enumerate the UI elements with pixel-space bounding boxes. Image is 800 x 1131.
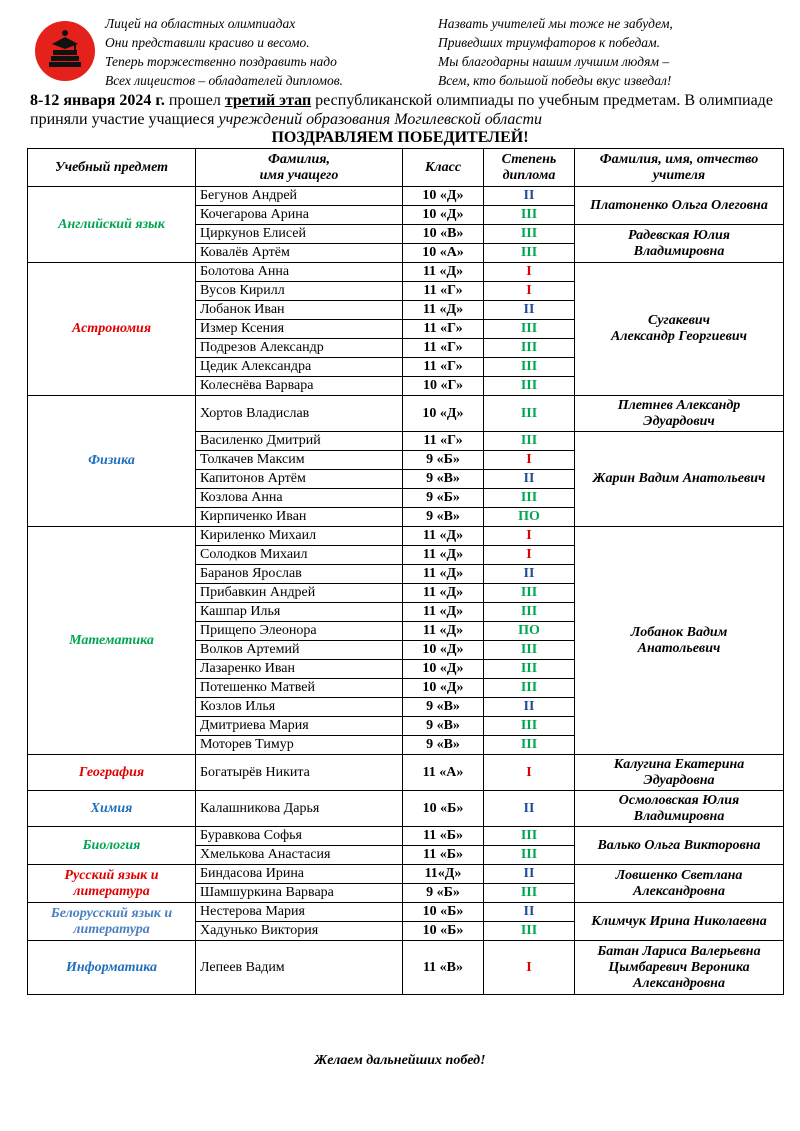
degree-badge: I	[484, 546, 575, 565]
subject-cell	[28, 865, 196, 903]
teacher-name-line: Калугина Екатерина	[613, 756, 745, 772]
degree-badge: I	[484, 941, 575, 995]
student-name: Шамшуркина Варвара	[196, 884, 403, 903]
student-class: 10 «Д»	[403, 641, 484, 660]
table-row	[28, 827, 784, 846]
degree-badge: III	[484, 432, 575, 451]
subject-cell	[28, 903, 196, 941]
degree-badge: III	[484, 584, 575, 603]
student-class: 9 «В»	[403, 736, 484, 755]
student-class: 10 «Б»	[403, 903, 484, 922]
degree-badge: I	[484, 527, 575, 546]
degree-badge: III	[484, 846, 575, 865]
teacher-name-line: Осмоловская Юлия	[618, 792, 740, 808]
degree-badge: III	[484, 736, 575, 755]
degree-badge: III	[484, 377, 575, 396]
student-class: 10 «Д»	[403, 396, 484, 432]
subject-name-line: литература	[73, 883, 150, 899]
degree-badge: III	[484, 489, 575, 508]
student-name: Бегунов Андрей	[196, 187, 403, 206]
student-class: 9 «В»	[403, 698, 484, 717]
teacher-name-line: Ловшенко Светлана	[615, 867, 743, 883]
degree-badge: II	[484, 791, 575, 827]
degree-badge: III	[484, 641, 575, 660]
student-class: 11 «Г»	[403, 358, 484, 377]
student-class: 11 «Б»	[403, 846, 484, 865]
poem-line: Всех лицеистов – обладателей дипломов.	[105, 73, 343, 88]
student-name: Дмитриева Мария	[196, 717, 403, 736]
student-class: 11 «В»	[403, 941, 484, 995]
degree-badge: III	[484, 922, 575, 941]
student-name: Моторев Тимур	[196, 736, 403, 755]
poem-line: Мы благодарны нашим лучшим людям –	[438, 54, 670, 69]
student-name: Василенко Дмитрий	[196, 432, 403, 451]
student-class: 10 «А»	[403, 244, 484, 263]
teacher-name-line: Цымбаревич Вероника	[608, 959, 750, 975]
student-class: 10 «Б»	[403, 791, 484, 827]
teacher-name-line: Плетнев Александр	[617, 397, 741, 413]
teacher-cell	[575, 903, 784, 941]
degree-badge: III	[484, 679, 575, 698]
student-name: Толкачев Максим	[196, 451, 403, 470]
subject-name-line: Астрономия	[71, 321, 152, 336]
teacher-cell	[575, 187, 784, 225]
student-name: Колеснёва Варвара	[196, 377, 403, 396]
student-class: 11 «Д»	[403, 263, 484, 282]
degree-badge: III	[484, 206, 575, 225]
student-name: Лобанок Иван	[196, 301, 403, 320]
degree-badge: III	[484, 827, 575, 846]
student-name: Прищепо Элеонора	[196, 622, 403, 641]
poem-line: Теперь торжественно поздравить надо	[105, 54, 337, 69]
subject-cell	[28, 755, 196, 791]
degree-badge: I	[484, 755, 575, 791]
table-row	[28, 791, 784, 827]
student-class: 11 «Б»	[403, 827, 484, 846]
student-class: 11 «Г»	[403, 339, 484, 358]
teacher-name-line: Платоненко Ольга Олеговна	[590, 197, 768, 213]
student-name: Кочегарова Арина	[196, 206, 403, 225]
student-class: 10 «Д»	[403, 206, 484, 225]
results-body	[28, 187, 784, 995]
student-name: Прибавкин Андрей	[196, 584, 403, 603]
degree-badge: III	[484, 244, 575, 263]
student-class: 11 «Г»	[403, 282, 484, 301]
subject-cell	[28, 396, 196, 527]
student-class: 9 «В»	[403, 717, 484, 736]
subject-cell	[28, 791, 196, 827]
student-class: 9 «В»	[403, 470, 484, 489]
degree-badge: III	[484, 660, 575, 679]
subject-name-line: Информатика	[66, 959, 157, 975]
poem-left	[105, 14, 343, 90]
student-class: 11 «Д»	[403, 584, 484, 603]
student-class: 10 «Д»	[403, 187, 484, 206]
degree-badge: II	[484, 565, 575, 584]
subject-cell	[28, 827, 196, 865]
teacher-cell	[575, 263, 784, 396]
poem-line: Назвать учителей мы тоже не забудем,	[438, 16, 673, 31]
student-class: 10 «Д»	[403, 679, 484, 698]
poem-line: Приведших триумфаторов к победам.	[438, 35, 661, 50]
teacher-cell	[575, 755, 784, 791]
student-name: Циркунов Елисей	[196, 225, 403, 244]
subject-name-line: География	[78, 764, 145, 780]
header-degree-l2: диплома	[502, 167, 556, 183]
intro-stage: третий этап	[224, 92, 312, 109]
student-name: Ковалёв Артём	[196, 244, 403, 263]
degree-badge: I	[484, 282, 575, 301]
student-class: 9 «Б»	[403, 884, 484, 903]
header-degree	[484, 149, 575, 187]
subject-name-line: Физика	[88, 453, 135, 468]
student-name: Хортов Владислав	[196, 396, 403, 432]
results-table	[27, 148, 784, 995]
teacher-name-line: Валько Ольга Викторовна	[597, 837, 761, 853]
table-row	[28, 187, 784, 206]
student-class: 11 «Д»	[403, 622, 484, 641]
degree-badge: ПО	[484, 508, 575, 527]
teacher-name-line: Александр Георгиевич	[611, 329, 747, 344]
subject-name-line: Английский язык	[58, 216, 165, 232]
student-name: Цедик Александра	[196, 358, 403, 377]
student-name: Подрезов Александр	[196, 339, 403, 358]
teacher-cell	[575, 791, 784, 827]
teacher-cell	[575, 941, 784, 995]
student-name: Лазаренко Иван	[196, 660, 403, 679]
teacher-name-line: Анатольевич	[637, 640, 721, 656]
student-name: Калашникова Дарья	[196, 791, 403, 827]
teacher-name-line: Эдуардович	[643, 413, 715, 429]
student-class: 9 «Б»	[403, 489, 484, 508]
congratulations-heading: ПОЗДРАВЛЯЕМ ПОБЕДИТЕЛЕЙ!	[271, 129, 529, 146]
student-class: 11«Д»	[403, 865, 484, 884]
teacher-cell	[575, 527, 784, 755]
table-row	[28, 903, 784, 922]
degree-badge: ПО	[484, 622, 575, 641]
student-name: Хадунько Виктория	[196, 922, 403, 941]
subject-name-line: Химия	[90, 800, 133, 816]
teacher-name-line: Климчук Ирина Николаевна	[591, 913, 767, 929]
student-name: Козлов Илья	[196, 698, 403, 717]
teacher-cell	[575, 225, 784, 263]
degree-badge: III	[484, 358, 575, 377]
table-row	[28, 263, 784, 282]
student-class: 11 «А»	[403, 755, 484, 791]
poem-right	[438, 14, 673, 90]
teacher-name-line: Владимировна	[633, 808, 725, 824]
student-class: 10 «Д»	[403, 660, 484, 679]
lyceum-logo-icon	[34, 20, 96, 82]
student-class: 9 «Б»	[403, 451, 484, 470]
teacher-name-line: Жарин Вадим Анатольевич	[592, 471, 766, 486]
student-name: Вусов Кирилл	[196, 282, 403, 301]
teacher-name-line: Александровна	[633, 883, 725, 899]
header-student	[196, 149, 403, 187]
degree-badge: II	[484, 301, 575, 320]
subject-cell	[28, 941, 196, 995]
teacher-name-line: Лобанок Вадим	[630, 624, 728, 640]
header-teacher-l2: учителя	[652, 167, 706, 183]
student-class: 11 «Г»	[403, 320, 484, 339]
header-class: Класс	[403, 149, 484, 187]
teacher-cell	[575, 827, 784, 865]
student-name: Кириленко Михаил	[196, 527, 403, 546]
degree-badge: III	[484, 396, 575, 432]
subject-name-line: литература	[73, 921, 150, 937]
degree-badge: I	[484, 451, 575, 470]
table-row	[28, 941, 784, 995]
intro-institutions: учреждений образования Могилевской области	[218, 111, 543, 128]
teacher-cell	[575, 432, 784, 527]
subject-name-line: Русский язык и	[64, 867, 159, 883]
degree-badge: III	[484, 320, 575, 339]
degree-badge: III	[484, 717, 575, 736]
header-subject: Учебный предмет	[28, 149, 196, 187]
subject-cell	[28, 263, 196, 396]
subject-name-line: Математика	[69, 632, 154, 648]
degree-badge: II	[484, 470, 575, 489]
table-row	[28, 527, 784, 546]
header-student-l2: имя учащего	[259, 167, 339, 183]
intro-text-1: прошел	[164, 92, 225, 109]
poem-line: Они представили красиво и весомо.	[105, 35, 310, 50]
student-name: Капитонов Артём	[196, 470, 403, 489]
student-name: Потешенко Матвей	[196, 679, 403, 698]
intro-dates: 8-12 января 2024 г.	[30, 92, 165, 109]
teacher-name-line: Батан Лариса Валерьевна	[597, 943, 761, 959]
student-name: Волков Артемий	[196, 641, 403, 660]
header-degree-l1: Степень	[501, 151, 557, 167]
student-name: Измер Ксения	[196, 320, 403, 339]
teacher-cell	[575, 396, 784, 432]
teacher-name-line: Владимировна	[633, 243, 725, 259]
student-name: Богатырёв Никита	[196, 755, 403, 791]
subject-name-line: Биология	[82, 837, 141, 853]
header-teacher-l1: Фамилия, имя, отчество	[599, 151, 759, 167]
student-name: Солодков Михаил	[196, 546, 403, 565]
table-row	[28, 755, 784, 791]
closing-wish: Желаем дальнейших побед!	[314, 1053, 486, 1068]
student-name: Нестерова Мария	[196, 903, 403, 922]
student-class: 9 «В»	[403, 508, 484, 527]
subject-cell	[28, 527, 196, 755]
student-class: 11 «Д»	[403, 527, 484, 546]
poem-line: Лицей на областных олимпиадах	[105, 16, 296, 31]
student-class: 10 «Б»	[403, 922, 484, 941]
poem-line: Всем, кто большой победы вкус изведал!	[438, 73, 672, 88]
student-name: Баранов Ярослав	[196, 565, 403, 584]
degree-badge: III	[484, 603, 575, 622]
table-row	[28, 865, 784, 884]
degree-badge: II	[484, 187, 575, 206]
teacher-name-line: Эдуардовна	[643, 772, 715, 788]
student-name: Буравкова Софья	[196, 827, 403, 846]
student-name: Болотова Анна	[196, 263, 403, 282]
header-row	[28, 149, 784, 187]
degree-badge: III	[484, 884, 575, 903]
degree-badge: III	[484, 339, 575, 358]
student-class: 11 «Д»	[403, 546, 484, 565]
subject-name-line: Белорусский язык и	[50, 905, 173, 921]
intro-text-2: республиканской олимпиады по учебным предметам. В олимпиаде приняли участие учащиеся	[30, 92, 773, 128]
student-name: Козлова Анна	[196, 489, 403, 508]
degree-badge: III	[484, 225, 575, 244]
teacher-name-line: Радевская Юлия	[628, 227, 730, 243]
student-class: 11 «Д»	[403, 565, 484, 584]
student-name: Лепеев Вадим	[196, 941, 403, 995]
table-row	[28, 396, 784, 432]
student-class: 11 «Д»	[403, 301, 484, 320]
student-name: Биндасова Ирина	[196, 865, 403, 884]
subject-cell	[28, 187, 196, 263]
teacher-name-line: Сугакевич	[647, 313, 710, 328]
student-class: 10 «В»	[403, 225, 484, 244]
degree-badge: II	[484, 698, 575, 717]
student-name: Хмелькова Анастасия	[196, 846, 403, 865]
student-class: 10 «Г»	[403, 377, 484, 396]
degree-badge: II	[484, 865, 575, 884]
degree-badge: II	[484, 903, 575, 922]
intro-paragraph	[30, 91, 780, 129]
header-teacher	[575, 149, 784, 187]
student-name: Кирпиченко Иван	[196, 508, 403, 527]
student-name: Кашпар Илья	[196, 603, 403, 622]
header-student-l1: Фамилия,	[268, 151, 330, 167]
degree-badge: I	[484, 263, 575, 282]
student-class: 11 «Г»	[403, 432, 484, 451]
teacher-name-line: Александровна	[633, 975, 725, 991]
student-class: 11 «Д»	[403, 603, 484, 622]
teacher-cell	[575, 865, 784, 903]
